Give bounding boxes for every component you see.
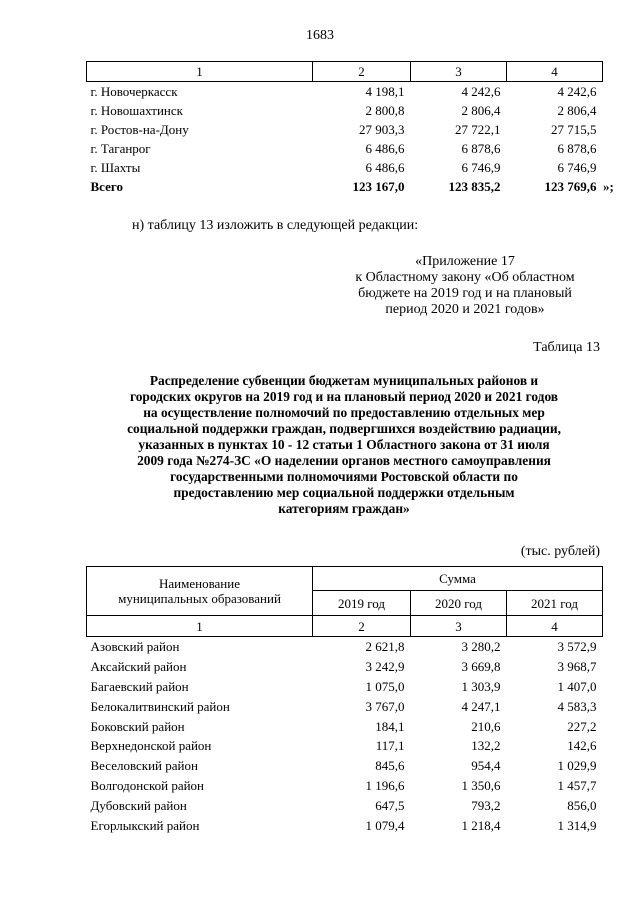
municipality-name: г. Новошахтинск [90,103,183,118]
total-value: 123 835,2 [448,179,501,194]
amount-cell: 1 350,6 [461,777,501,793]
table-row [87,776,603,796]
amount-cell: 3 767,0 [365,698,405,714]
amount-cell: 27 903,3 [359,122,405,137]
table-row [87,696,603,716]
numbering-cell: 4 [507,616,603,637]
municipality-name: Багаевский район [90,678,189,694]
municipality-name: Волгодонской район [90,777,205,793]
municipality-name: г. Ростов-на-Дону [90,122,189,137]
top-header-cell: 3 [411,62,507,82]
heading-line: указанных в пунктах 10 - 12 статьи 1 Областного закона от 31 июля [138,437,550,452]
amount-cell: 845,6 [375,758,405,774]
amount-cell: 3 669,8 [461,659,501,675]
amount-cell: 6 878,6 [461,141,501,156]
top-table-row [87,120,603,139]
total-label: Всего [90,179,123,194]
numbering-cell: 1 [87,616,313,637]
municipality-name: г. Новочеркасск [90,84,178,99]
amount-cell: 227,2 [567,718,597,734]
amount-cell: 3 572,9 [557,639,597,655]
amount-cell: 1 407,0 [557,678,597,694]
column-header-line: Наименование [159,576,240,591]
amount-cell: 2 621,8 [365,639,405,655]
top-table-row [87,101,603,120]
total-value: 123 167,0 [352,179,405,194]
municipality-name: г. Таганрог [90,141,151,156]
heading-line: государственными полномочиями Ростовской области по [170,469,518,484]
municipality-name: Егорлыкский район [90,817,200,833]
table-row [87,677,603,697]
amount-cell: 4 198,1 [365,84,405,99]
top-table [86,61,603,196]
closing-quote: »; [603,179,614,194]
table-row [87,815,603,835]
heading-line: 2009 года №274-ЗС «О наделении органов местного самоуправления [137,453,551,468]
amount-cell: 4 242,6 [557,84,597,99]
municipality-name: Дубовский район [90,797,187,813]
amount-cell: 117,1 [375,738,405,754]
main-table-header-row [87,567,603,591]
amount-cell: 1 314,9 [557,817,597,833]
amount-cell: 4 247,1 [461,698,501,714]
municipality-name: Верхнедонской район [90,738,212,754]
table-row [87,756,603,776]
top-table-total-row [87,177,603,196]
table-row [87,637,603,657]
amount-cell: 2 806,4 [461,103,501,118]
amount-cell: 1 029,9 [557,758,597,774]
amount-cell: 1 218,4 [461,817,501,833]
amount-cell: 6 746,9 [461,160,501,175]
table-row [87,657,603,677]
top-header-cell: 1 [87,62,313,82]
appendix-line: к Областному закону «Об областном [355,270,575,285]
table-label: Таблица 13 [533,340,600,355]
amount-cell: 6 486,6 [365,160,405,175]
amount-cell: 6 746,9 [557,160,597,175]
column-header-sum: Сумма [313,567,603,591]
amount-cell: 1 196,6 [365,777,405,793]
amount-cell: 3 242,9 [365,659,405,675]
appendix-line: бюджете на 2019 год и на плановый [358,286,572,301]
amount-cell: 4 583,3 [557,698,597,714]
table-row [87,716,603,736]
column-header-name [87,567,313,616]
amount-cell: 1 075,0 [365,678,405,694]
heading-line: категориям граждан» [278,501,410,516]
main-table-numbering-row [87,616,603,637]
amount-cell: 4 242,6 [461,84,501,99]
amount-cell: 6 486,6 [365,141,405,156]
municipality-name: Белокалитвинский район [90,698,230,714]
numbering-cell: 3 [411,616,507,637]
table-row [87,795,603,815]
amount-cell: 647,5 [375,797,405,813]
amount-cell: 3 280,2 [461,639,501,655]
top-table-row [87,82,603,102]
unit-label: (тыс. рублей) [520,544,600,559]
top-table-row [87,139,603,158]
amount-cell: 1 457,7 [557,777,597,793]
amendment-paragraph: н) таблицу 13 изложить в следующей редакции: [132,218,419,233]
heading-line: городских округов на 2019 год и на плановый период 2020 и 2021 годов [129,389,559,404]
amount-cell: 1 079,4 [365,817,405,833]
table-heading [86,373,602,517]
amount-cell: 2 806,4 [557,103,597,118]
municipality-name: Веселовский район [90,758,198,774]
amount-cell: 1 303,9 [461,678,501,694]
top-header-cell: 4 [507,62,603,82]
amount-cell: 954,4 [471,758,501,774]
numbering-cell: 2 [313,616,411,637]
heading-line: на осуществление полномочий по предоставлению отдельных мер [143,405,545,420]
column-header-line: муниципальных образований [118,591,281,606]
amount-cell: 27 715,5 [551,122,597,137]
amount-cell: 184,1 [375,718,405,734]
top-header-cell: 2 [313,62,411,82]
municipality-name: Азовский район [90,639,180,655]
heading-line: социальной поддержки граждан, подвергшихся воздействию радиации, [127,421,561,436]
amount-cell: 27 722,1 [455,122,501,137]
municipality-name: г. Шахты [90,160,141,175]
amount-cell: 142,6 [567,738,597,754]
amount-cell: 6 878,6 [557,141,597,156]
page-number: 1683 [306,28,334,43]
top-table-row [87,158,603,177]
amount-cell: 3 968,7 [557,659,597,675]
amount-cell: 210,6 [471,718,501,734]
total-value: 123 769,6 [544,179,597,194]
table-row [87,736,603,756]
amount-cell: 2 800,8 [365,103,405,118]
heading-line: Распределение субвенции бюджетам муниципальных районов и [149,373,539,388]
year-header: 2021 год [507,591,603,616]
main-table [86,566,603,835]
amount-cell: 793,2 [471,797,501,813]
municipality-name: Аксайский район [90,659,187,675]
amount-cell: 856,0 [567,797,597,813]
top-table-header [87,62,603,82]
appendix-line: период 2020 и 2021 годов» [385,302,545,317]
year-header: 2020 год [411,591,507,616]
municipality-name: Боковский район [90,718,185,734]
appendix-line: «Приложение 17 [415,254,515,269]
heading-line: предоставлению мер социальной поддержки отдельным [173,485,515,500]
year-header: 2019 год [313,591,411,616]
appendix-reference [330,254,600,318]
amount-cell: 132,2 [471,738,501,754]
